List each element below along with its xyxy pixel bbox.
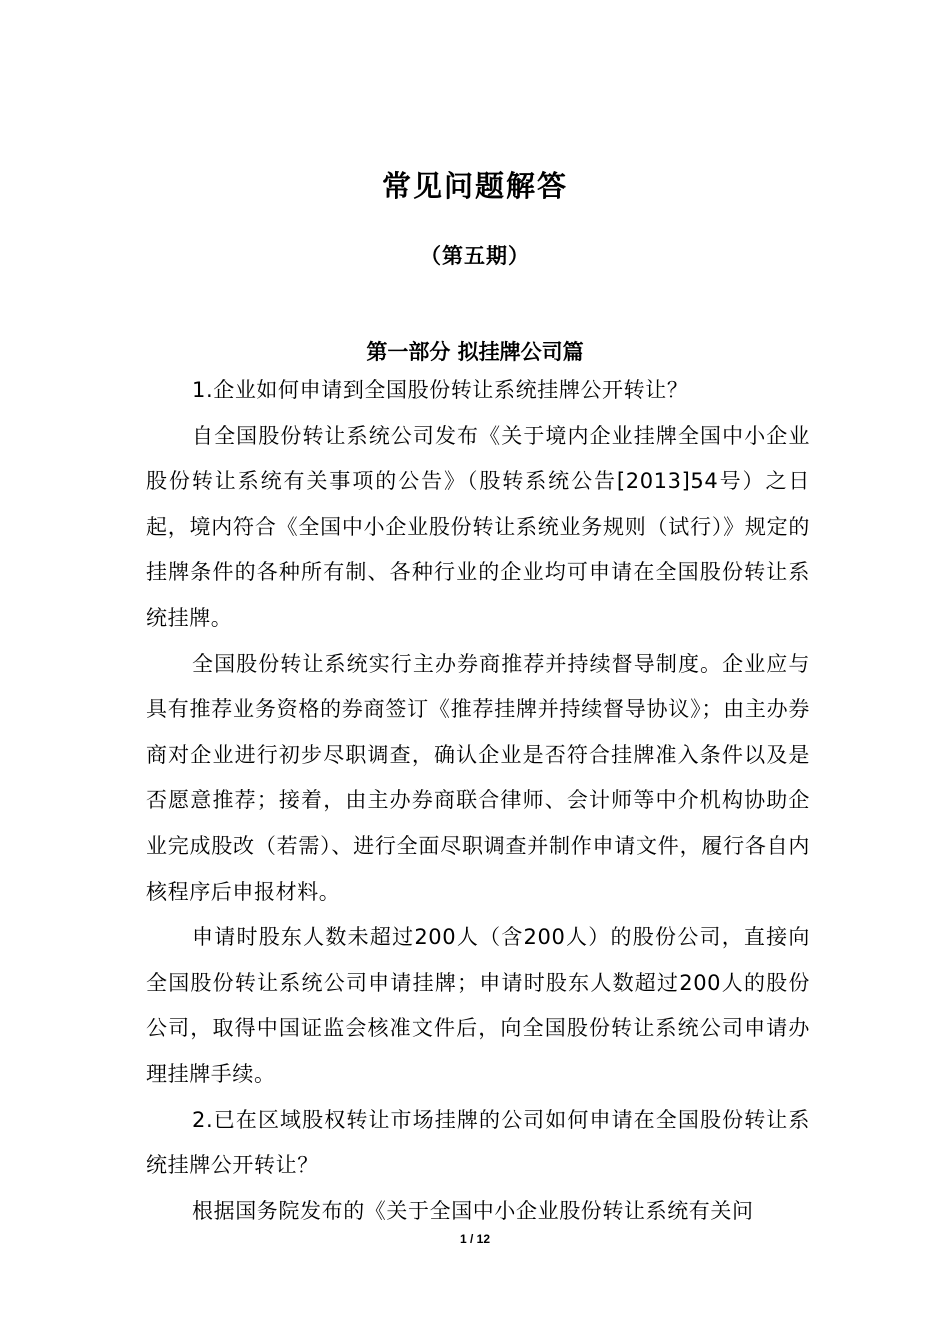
- body-text: [146, 368, 810, 1234]
- answer-paragraph: 申请时股东人数未超过200人（含200人）的股份公司，直接向全国股份转让系统公司申请挂牌；申请时股东人数超过200人的股份公司，取得中国证监会核准文件后，向全国股份转让系统公司申请办理挂牌手续。: [146, 925, 810, 1086]
- answer-paragraph: 根据国务院发布的《关于全国中小企业股份转让系统有关问: [192, 1198, 754, 1223]
- answer-paragraph: 自全国股份转让系统公司发布《关于境内企业挂牌全国中小企业股份转让系统有关事项的公告》（股转系统公告[2013]54号）之日起，境内符合《全国中小企业股份转让系统业务规则（试行）》规定的挂牌条件的各种所有制、各种行业的企业均可申请在全国股份转让系统挂牌。: [146, 423, 810, 630]
- page-title: 常见问题解答: [381, 169, 568, 203]
- answer-paragraph: 全国股份转让系统实行主办券商推荐并持续督导制度。企业应与具有推荐业务资格的券商签订《推荐挂牌并持续督导协议》；由主办券商对企业进行初步尽职调查，确认企业是否符合挂牌准入条件以及是否愿意推荐；接着，由主办券商联合律师、会计师等中介机构协助企业完成股改（若需）、进行全面尽职调查并制作申请文件，履行各自内核程序后申报材料。: [146, 651, 810, 904]
- question-paragraph: 1.企业如何申请到全国股份转让系统挂牌公开转让？: [192, 378, 689, 402]
- issue-subtitle: （第五期）: [420, 244, 530, 268]
- question-paragraph: 2.已在区域股权转让市场挂牌的公司如何申请在全国股份转让系统挂牌公开转让？: [146, 1107, 810, 1178]
- page-number: 1 / 12: [459, 1232, 491, 1246]
- section-heading: 第一部分 拟挂牌公司篇: [366, 340, 584, 364]
